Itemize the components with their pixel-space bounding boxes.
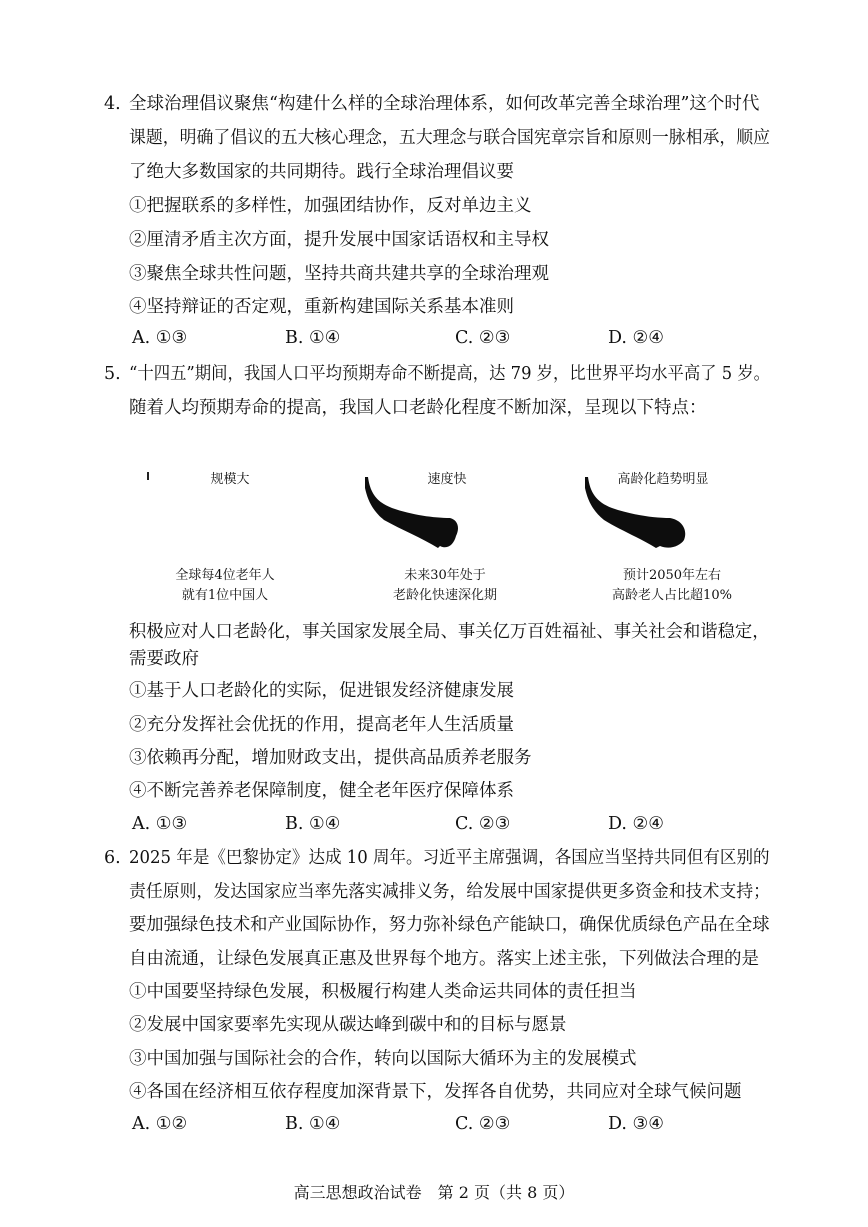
q5-item: ②充分发挥社会优抚的作用，提高老年人生活质量	[129, 715, 514, 735]
q4-item: ④坚持辩证的否定观，重新构建国际关系基本准则	[129, 297, 514, 317]
q6-option-a[interactable]: A. ①②	[132, 1114, 188, 1134]
q4-option-b[interactable]: B. ①④	[285, 328, 341, 348]
q6-stem-line: 要加强绿色技术和产业国际协作，努力弥补绿色产能缺口，确保优质绿色产品在全球	[129, 915, 770, 935]
figure-caption-aging	[582, 566, 762, 606]
figure-caption-line: 未来30年处于	[404, 568, 486, 583]
figure-caption-speed	[355, 566, 535, 606]
q5-options	[0, 813, 868, 837]
q4-option-d[interactable]: D. ②④	[608, 328, 664, 348]
q4-stem-line: 课题，明确了倡议的五大核心理念，五大理念与联合国宪章宗旨和原则一脉相承，顺应	[129, 128, 770, 148]
q4-number: 4.	[104, 94, 121, 114]
q4-option-c[interactable]: C. ②③	[455, 328, 511, 348]
q6-option-b[interactable]: B. ①④	[285, 1114, 341, 1134]
q4-option-a[interactable]: A. ①③	[132, 328, 188, 348]
q6-option-d[interactable]: D. ③④	[608, 1114, 664, 1134]
figure-label-speed: 速度快	[427, 472, 467, 487]
q5-stem-line: “十四五”期间，我国人口平均预期寿命不断提高，达 79 岁，比世界平均水平高了 5 岁。	[129, 364, 771, 384]
figure-caption-line: 全球每4位老年人	[175, 568, 275, 583]
q6-options	[0, 1113, 868, 1137]
q5-stem-line: 积极应对人口老龄化，事关国家发展全局、事关亿万百姓福祉、事关社会和谐稳定，	[129, 622, 770, 642]
q6-stem-line: 责任原则，发达国家应当率先落实减排义务，给发展中国家提供更多资金和技术支持；	[129, 882, 770, 902]
figure-caption-line: 老龄化快速深化期	[392, 588, 497, 603]
page-footer: 高三思想政治试卷 第 2 页（共 8 页）	[293, 1183, 575, 1202]
q5-item: ①基于人口老龄化的实际，促进银发经济健康发展	[129, 681, 514, 701]
figure-caption-line: 就有1位中国人	[181, 588, 269, 603]
q5-stem-line: 需要政府	[129, 649, 199, 669]
q5-option-a[interactable]: A. ①③	[132, 814, 188, 834]
figure-label-scale: 规模大	[210, 472, 250, 487]
q5-item: ③依赖再分配，增加财政支出，提供高品质养老服务	[129, 748, 532, 768]
figure-label-aging-trend: 高龄化趋势明显	[617, 472, 709, 487]
q6-item: ④各国在经济相互依存程度加深背景下，发挥各自优势，共同应对全球气候问题	[129, 1082, 742, 1102]
q4-item: ③聚焦全球共性问题，坚持共商共建共享的全球治理观	[129, 264, 549, 284]
q6-item: ③中国加强与国际社会的合作，转向以国际大循环为主的发展模式	[129, 1049, 637, 1069]
q5-number: 5.	[104, 364, 121, 384]
q6-item: ②发展中国家要率先实现从碳达峰到碳中和的目标与愿景	[129, 1015, 567, 1035]
figure-aging-graphic	[582, 474, 692, 554]
q4-stem-line: 了绝大多数国家的共同期待。践行全球治理倡议要	[129, 162, 514, 182]
q5-option-d[interactable]: D. ②④	[608, 814, 664, 834]
q4-item: ②厘清矛盾主次方面，提升发展中国家话语权和主导权	[129, 230, 549, 250]
q5-option-c[interactable]: C. ②③	[455, 814, 511, 834]
figure-caption-line: 高龄老人占比超10%	[612, 588, 732, 603]
figure-caption-line: 预计2050年左右	[622, 568, 722, 583]
q6-stem-line: 自由流通，让绿色发展真正惠及世界每个地方。落实上述主张，下列做法合理的是	[129, 949, 759, 969]
figure-decline-graphic	[362, 474, 462, 554]
q4-item: ①把握联系的多样性，加强团结协作，反对单边主义	[129, 196, 532, 216]
q4-stem-line: 全球治理倡议聚焦“构建什么样的全球治理体系，如何改革完善全球治理”这个时代	[129, 94, 760, 114]
q5-stem-line: 随着人均预期寿命的提高，我国人口老龄化程度不断加深，呈现以下特点：	[129, 398, 707, 418]
q4-options	[0, 327, 868, 351]
q6-number: 6.	[104, 848, 121, 868]
q6-stem-line: 2025 年是《巴黎协定》达成 10 周年。习近平主席强调，各国应当坚持共同但有区别的	[129, 848, 770, 868]
q5-item: ④不断完善养老保障制度，健全老年医疗保障体系	[129, 781, 514, 801]
figure-mark	[145, 470, 153, 484]
q6-item: ①中国要坚持绿色发展，积极履行构建人类命运共同体的责任担当	[129, 982, 637, 1002]
q5-option-b[interactable]: B. ①④	[285, 814, 341, 834]
q6-option-c[interactable]: C. ②③	[455, 1114, 511, 1134]
figure-caption-scale	[140, 566, 310, 606]
